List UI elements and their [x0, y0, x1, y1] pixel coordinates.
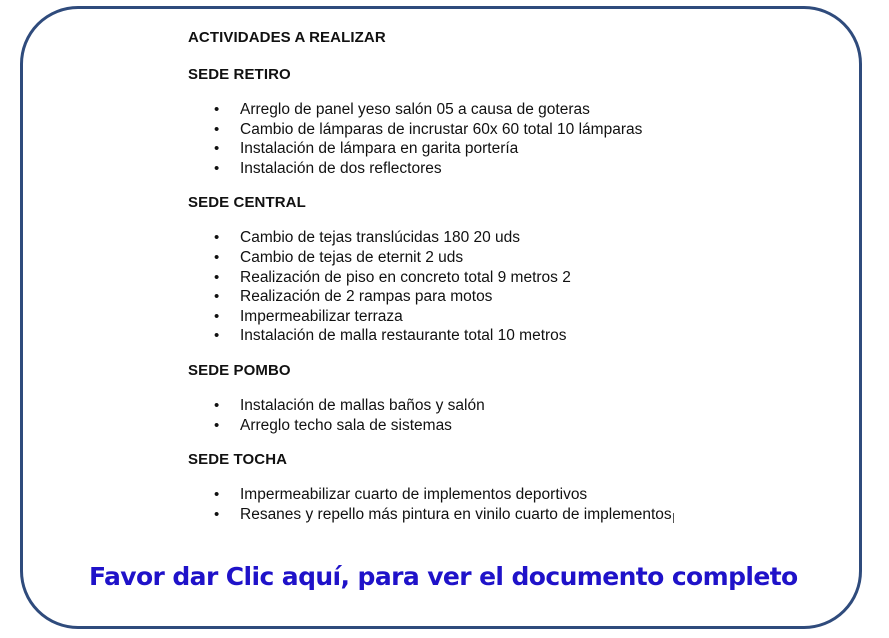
list-item-text: Impermeabilizar cuarto de implementos deportivos [240, 486, 588, 504]
list-item [188, 228, 748, 248]
bullet-icon: • [214, 505, 220, 523]
list-item [188, 505, 748, 525]
list-item-text: Arreglo techo sala de sistemas [240, 416, 452, 434]
document-preview [188, 28, 748, 539]
list-item-text: Impermeabilizar terraza [240, 307, 403, 325]
view-full-document-link[interactable]: Favor dar Clic aquí, para ver el documento completo [89, 562, 798, 591]
list-item-text: Instalación de dos reflectores [240, 159, 442, 177]
list-item [188, 326, 748, 346]
section-list-pombo [188, 396, 748, 435]
bullet-icon: • [214, 396, 220, 414]
list-item-text: Resanes y repello más pintura en vinilo cuarto de implementos [240, 505, 672, 523]
bullet-icon: • [214, 486, 220, 504]
section-heading-retiro: SEDE RETIRO [188, 66, 291, 83]
bullet-icon: • [214, 416, 220, 434]
list-item-text: Cambio de tejas translúcidas 180 20 uds [240, 229, 521, 247]
section-heading-central: SEDE CENTRAL [188, 194, 306, 212]
bullet-icon: • [214, 307, 220, 325]
bullet-icon: • [214, 248, 220, 266]
list-item-text: Arreglo de panel yeso salón 05 a causa de goteras [240, 101, 590, 118]
list-item-text: Instalación de malla restaurante total 10 metros [240, 327, 567, 345]
bullet-icon: • [214, 229, 220, 247]
list-item [188, 396, 748, 416]
bullet-icon: • [214, 120, 220, 138]
section-list-central [188, 228, 748, 346]
list-item-text: Cambio de lámparas de incrustar 60x 60 total 10 lámparas [240, 120, 643, 138]
list-item [188, 248, 748, 268]
section-heading-tocha: SEDE TOCHA [188, 451, 288, 469]
list-item [188, 485, 748, 505]
list-item-text: Realización de piso en concreto total 9 metros 2 [240, 268, 571, 286]
bullet-icon: • [214, 140, 220, 158]
list-item [188, 120, 748, 140]
bullet-icon: • [214, 327, 220, 345]
list-item [188, 159, 748, 179]
list-item [188, 287, 748, 307]
list-item-text: Realización de 2 rampas para motos [240, 288, 493, 306]
section-heading-pombo: SEDE POMBO [188, 361, 291, 379]
section-list-tocha [188, 485, 748, 524]
list-item-text: Cambio de tejas de eternit 2 uds [240, 248, 464, 266]
list-item [188, 307, 748, 327]
bullet-icon: • [214, 288, 220, 306]
list-item [188, 268, 748, 288]
list-item-text: Instalación de lámpara en garita portería [240, 140, 519, 158]
document-title: ACTIVIDADES A REALIZAR [188, 29, 386, 46]
list-item [188, 100, 748, 120]
list-item [188, 416, 748, 436]
bullet-icon: • [214, 101, 220, 118]
list-item [188, 139, 748, 159]
list-item-text: Instalación de mallas baños y salón [240, 396, 485, 414]
section-list-retiro [188, 100, 748, 178]
bullet-icon: • [214, 159, 220, 177]
bullet-icon: • [214, 268, 220, 286]
text-cursor-icon [673, 513, 674, 523]
